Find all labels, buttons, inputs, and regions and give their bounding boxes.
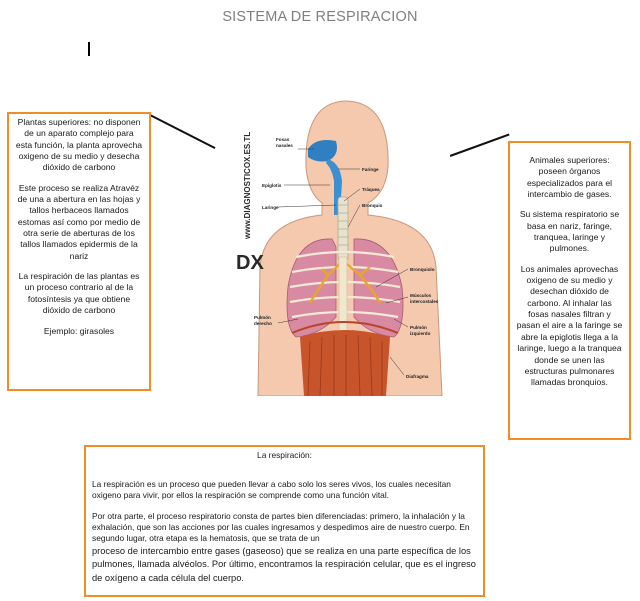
respiration-paragraph-2b: proceso de intercambio entre gases (gaseoso) que se realiza en una parte específica de los pulmones, llamada alvéolos. Por último, encontramos la respiración celular, que es el ingreso de oxígeno a cada célula del cuerpo. [92, 545, 476, 583]
label-musculos: Músculos [410, 293, 432, 298]
label-epiglotis: Epiglotis [262, 183, 282, 188]
label-laringe: Laringe [262, 205, 279, 210]
label-pulmon-der-2: derecho [254, 321, 272, 326]
plants-paragraph-1: Plantas superiores: no disponen de un aparato complejo para esta función, la planta aprovecha oxigeno de su medio y desecha dióxido de carbono [15, 117, 143, 173]
respiration-paragraph-2a: Por otra parte, el proceso respiratorio consta de partes bien diferenciadas: primero, la inhalación y la exhalación, que son las acciones por las cuales ingresamos y despedimos aire de nuestro cuerpo. En segundo lugar, otra etapa es la hematosis, que se trata de un [92, 511, 470, 544]
animals-info-box [508, 141, 631, 440]
label-bronquiolo: Bronquiolo [410, 267, 435, 272]
page-title: SISTEMA DE RESPIRACION [222, 9, 418, 25]
diagram-watermark: www.DIAGNOSTICOX.ES.TL [243, 131, 252, 239]
label-faringe: Faringe [362, 167, 379, 172]
label-nasales: nasales [276, 143, 293, 148]
label-diafragma: Diafragma [406, 374, 429, 379]
animals-paragraph-3: Los animales aprovechas oxigeno de su medio y desechan dióxido de carbono. Al inhalar las fosas nasales filtran y pasan el aire a la faringe se abre la epiglotis llega a la laringe, luego a la tranquea donde se unen las estructuras pulmonares llamadas bronquios. [516, 263, 623, 388]
label-fosas: Fosas [276, 137, 290, 142]
connector-line-right [450, 134, 510, 157]
abdominal-muscles [300, 330, 390, 396]
label-bronquio: Bronquio [362, 203, 383, 208]
plants-paragraph-3: La respiración de las plantas es un proceso contrario al de la fotosíntesis ya que obtiene dióxido de carbono [18, 271, 140, 316]
animals-paragraph-1: Animales superiores: poseen órganos especializados para el intercambio de gases. [526, 155, 613, 200]
respiratory-system-diagram [236, 97, 450, 396]
plants-paragraph-2: Este proceso se realiza Atravéz de una a abertura en las hojas y tallos herbaceos llamados estomas así como por medio de otra serie de aberturas de los tallos llamados epidermis de la nariz [17, 182, 141, 261]
label-intercostales: intercostales [410, 299, 439, 304]
label-pulmon-izq-1: Pulmón [410, 325, 427, 330]
label-pulmon-der-1: Pulmón [254, 315, 271, 320]
text-cursor [88, 42, 90, 56]
plants-example: Ejemplo: girasoles [43, 325, 115, 336]
connector-line-left [150, 114, 216, 149]
respiration-heading: La respiración: [257, 450, 312, 460]
respiration-paragraph-1: La respiración es un proceso que pueden llevar a cabo solo los seres vivos, los cuales necesitan oxigeno para vivir, por ellos la respiración se comprende como una función vital. [92, 479, 451, 501]
respiratory-illustration [236, 97, 450, 396]
label-pulmon-izq-2: izquierdo [410, 331, 431, 336]
plants-info-box [7, 112, 151, 391]
diagram-logo: DX [236, 252, 264, 274]
respiration-info-box [84, 445, 485, 597]
label-traquea: Tráquea [362, 187, 380, 192]
animals-paragraph-2: Su sistema respiratorio se basa en nariz, faringe, tranquea, laringe y pulmones. [519, 209, 620, 254]
